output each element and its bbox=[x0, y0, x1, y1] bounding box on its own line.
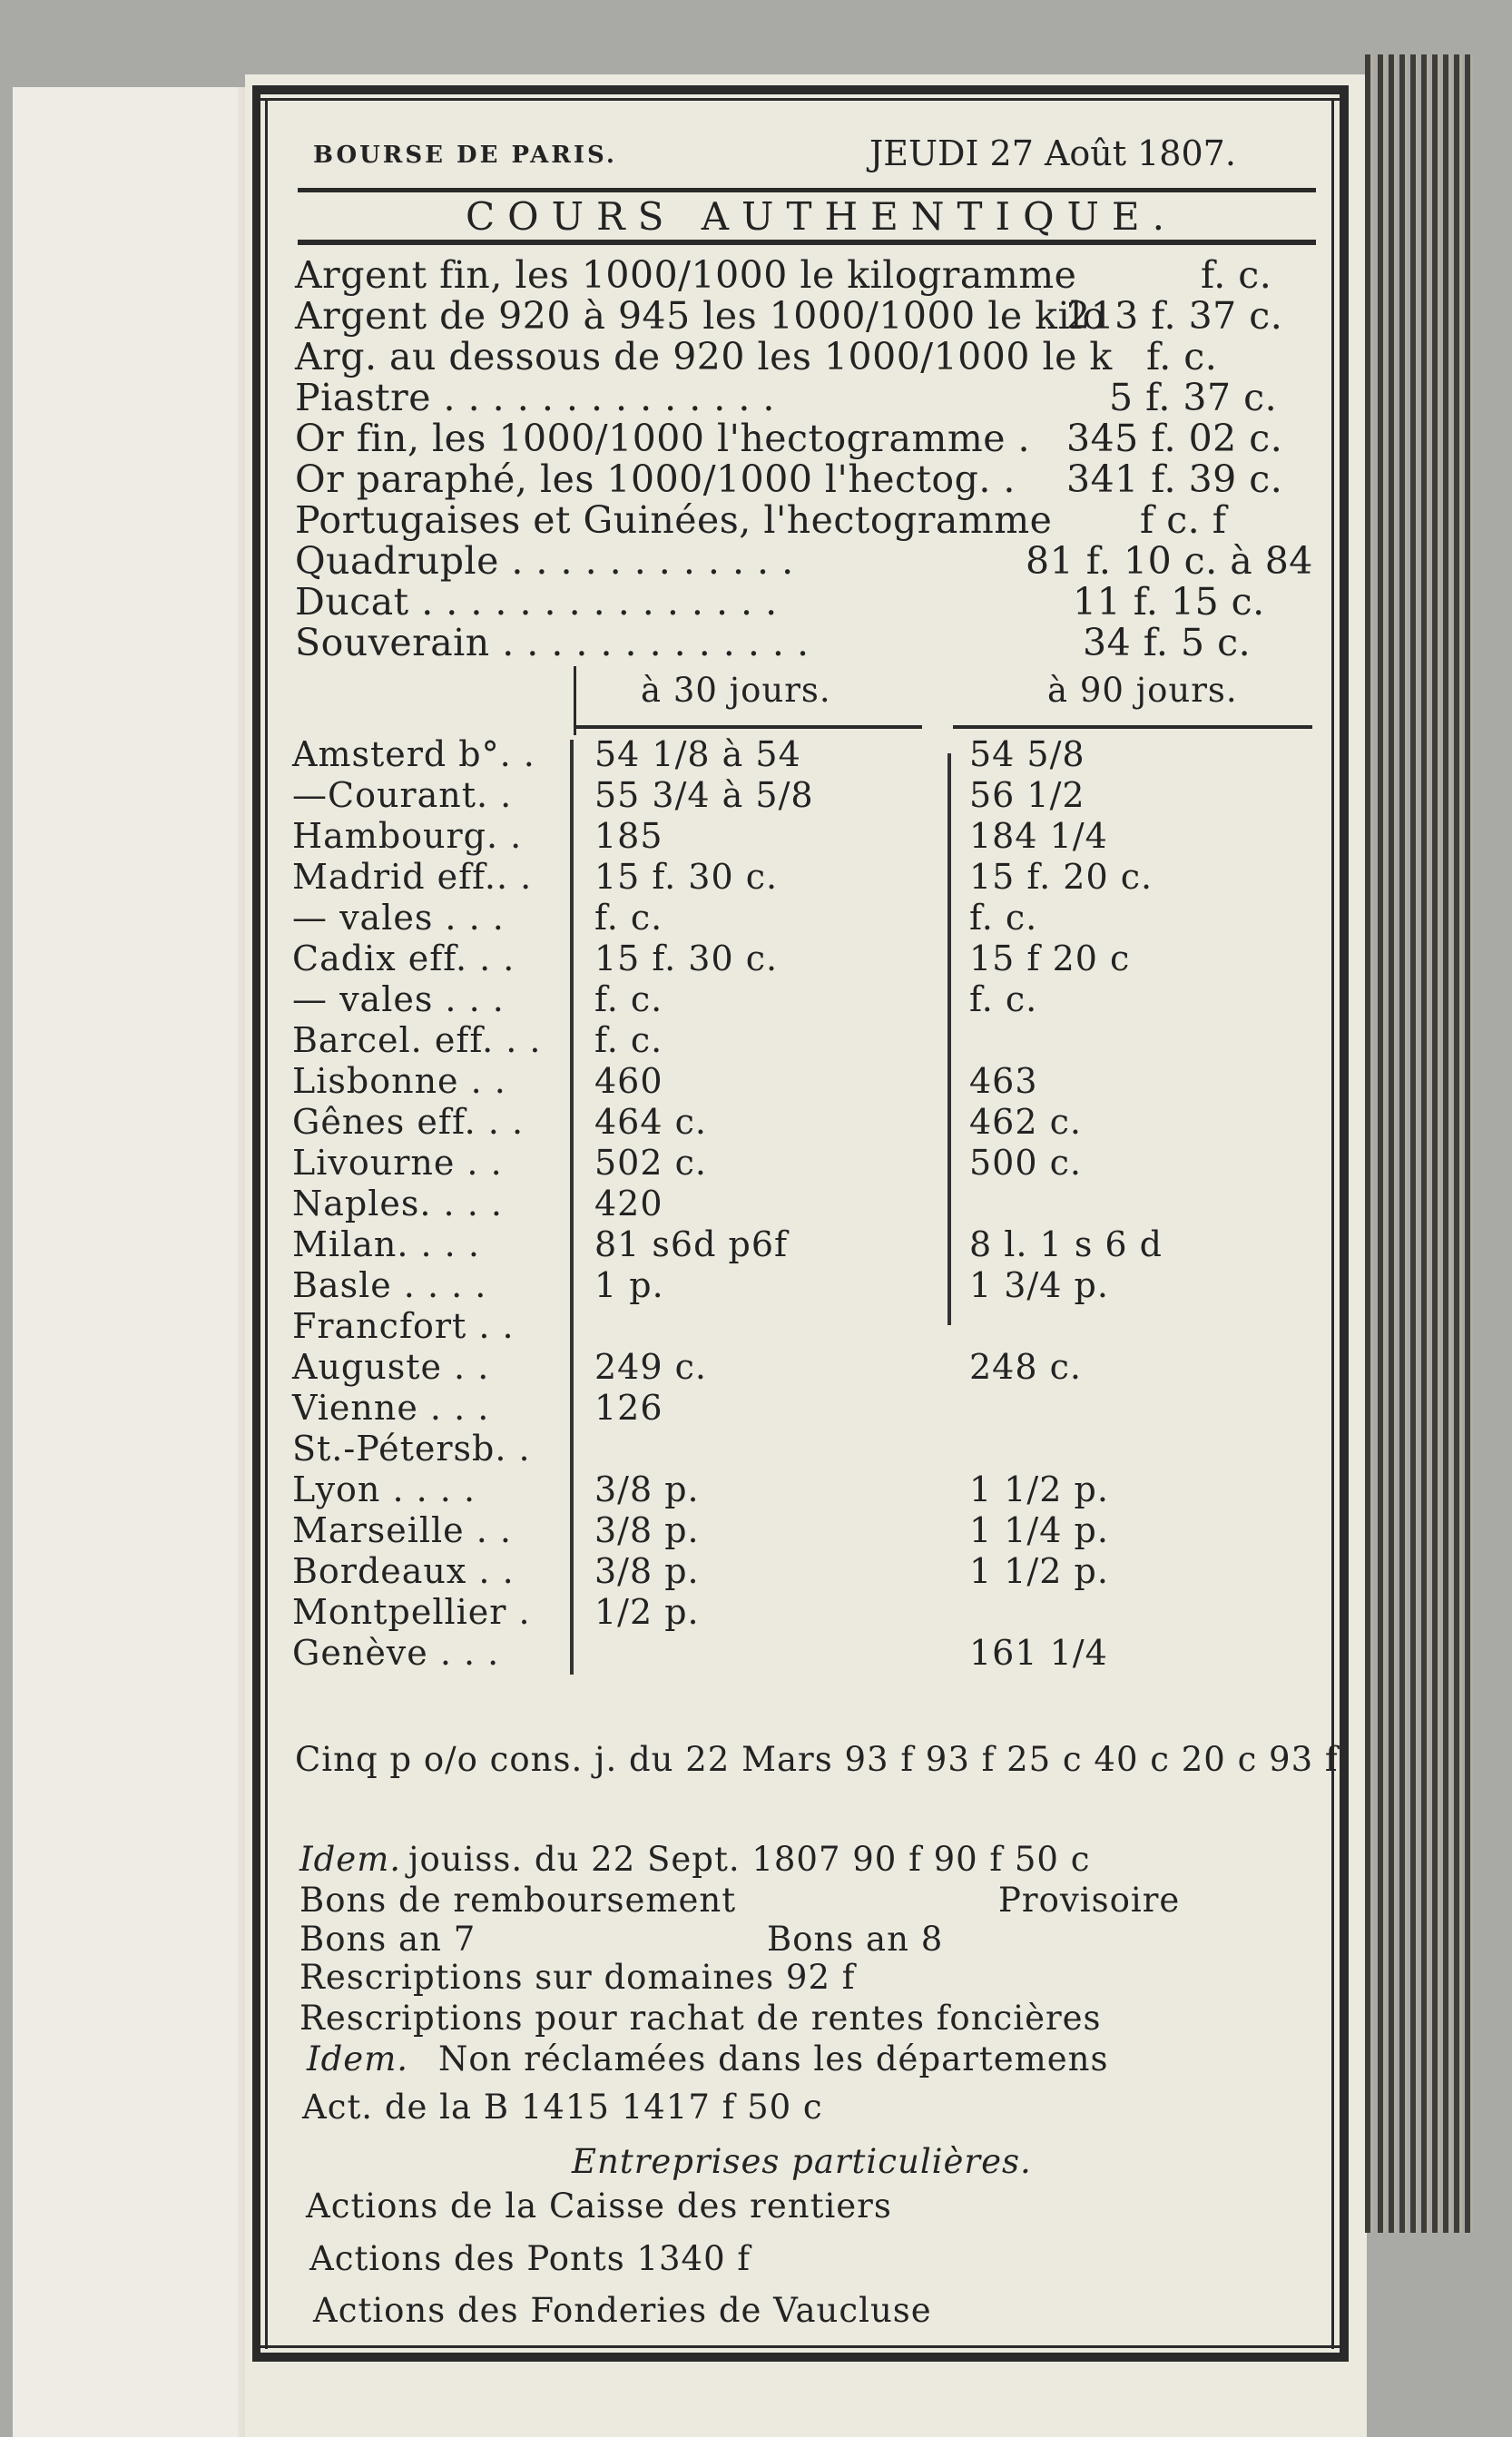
page-edge-sheet bbox=[1432, 54, 1440, 2233]
idem-jouissance: jouiss. du 22 Sept. 1807 90 f 90 f 50 c bbox=[408, 1840, 1091, 1879]
rule-under-col90 bbox=[953, 725, 1312, 729]
exchange-90-days: 15 f 20 c bbox=[969, 938, 1131, 978]
metal-value: 34 f. 5 c. bbox=[1083, 621, 1252, 664]
exchange-30-days: 185 bbox=[594, 816, 663, 856]
metal-label: Argent fin, les 1000/1000 le kilogramme bbox=[295, 253, 1077, 297]
exchange-90-days: 248 c. bbox=[969, 1347, 1082, 1387]
exchange-place: St.-Pétersb. . bbox=[292, 1429, 531, 1469]
metal-value: 5 f. 37 c. bbox=[1109, 376, 1278, 419]
exchange-90-days: 462 c. bbox=[969, 1102, 1082, 1142]
exchange-30-days: 464 c. bbox=[594, 1102, 707, 1142]
exchange-30-days: 420 bbox=[594, 1184, 663, 1223]
metal-value: f c. f bbox=[1140, 498, 1227, 542]
exchange-place: Bordeaux . . bbox=[292, 1551, 515, 1591]
metal-label: Or paraphé, les 1000/1000 l'hectog. . bbox=[295, 457, 1016, 501]
exchange-90-days: 161 1/4 bbox=[969, 1633, 1108, 1673]
actions-banque: Act. de la B 1415 1417 f 50 c bbox=[302, 2088, 823, 2127]
idem2-label: Idem. bbox=[307, 2039, 409, 2078]
frame-right-thin bbox=[1331, 98, 1334, 2349]
metal-value: f. c. bbox=[1146, 335, 1218, 378]
metal-label: Ducat . . . . . . . . . . . . . . . bbox=[295, 580, 778, 624]
exchange-place: Lisbonne . . bbox=[292, 1061, 506, 1101]
exchange-30-days: 3/8 p. bbox=[594, 1510, 700, 1550]
idem-label: Idem. bbox=[299, 1840, 402, 1879]
metal-label: Piastre . . . . . . . . . . . . . . bbox=[295, 376, 775, 419]
frame-left-thick bbox=[252, 85, 260, 2362]
exchange-90-days: 15 f. 20 c. bbox=[969, 857, 1154, 897]
header-date: JEUDI 27 Août 1807. bbox=[869, 133, 1236, 173]
exchange-place: Milan. . . . bbox=[292, 1224, 480, 1264]
exchange-30-days: 15 f. 30 c. bbox=[594, 857, 779, 897]
bons-remboursement: Bons de remboursement bbox=[299, 1881, 737, 1920]
col-header-30-days: à 30 jours. bbox=[641, 671, 831, 710]
exchange-90-days: 463 bbox=[969, 1061, 1038, 1101]
page-edge-sheet bbox=[1389, 54, 1397, 2233]
exchange-30-days: 15 f. 30 c. bbox=[594, 938, 779, 978]
exchange-place: Francfort . . bbox=[292, 1306, 515, 1346]
exchange-place: —Courant. . bbox=[292, 775, 513, 815]
exchange-30-days: 502 c. bbox=[594, 1143, 707, 1183]
col-header-90-days: à 90 jours. bbox=[1047, 671, 1238, 710]
metal-value: 81 f. 10 c. à 84 bbox=[1026, 539, 1313, 583]
page-edge-sheet bbox=[1365, 54, 1373, 2233]
frame-left-thin bbox=[265, 98, 268, 2349]
exchange-place: Montpellier . bbox=[292, 1592, 531, 1632]
exchange-30-days: 81 s6d p6f bbox=[594, 1224, 789, 1264]
exchange-30-days: f. c. bbox=[594, 979, 663, 1019]
exchange-90-days: 1 1/4 p. bbox=[969, 1510, 1109, 1550]
page-edge-sheet bbox=[1465, 54, 1473, 2233]
rescriptions-domaines: Rescriptions sur domaines 92 f bbox=[299, 1958, 856, 1997]
page-edge-sheet bbox=[1443, 54, 1451, 2233]
metal-label: Portugaises et Guinées, l'hectogramme bbox=[295, 498, 1053, 542]
metal-label: Quadruple . . . . . . . . . . . . bbox=[295, 539, 794, 583]
exchange-30-days: 55 3/4 à 5/8 bbox=[594, 775, 814, 815]
metal-value: 213 f. 37 c. bbox=[1066, 294, 1283, 338]
frame-bottom-thick bbox=[252, 2353, 1349, 2362]
exchange-place: — vales . . . bbox=[292, 898, 505, 938]
exchange-90-days: 1 3/4 p. bbox=[969, 1265, 1109, 1305]
page-edge-sheet bbox=[1399, 54, 1408, 2233]
exchange-30-days: 1 p. bbox=[594, 1265, 664, 1305]
exchange-90-days: 1 1/2 p. bbox=[969, 1551, 1109, 1591]
page-title: COURS AUTHENTIQUE. bbox=[466, 194, 1177, 239]
rule-under-title bbox=[298, 240, 1316, 245]
cinq-pour-cent: Cinq p o/o cons. j. du 22 Mars 93 f 93 f 25 c 40 c 20 c 93 f bbox=[295, 1740, 1339, 1779]
exchange-place: Vienne . . . bbox=[292, 1388, 490, 1428]
exchange-30-days: 126 bbox=[594, 1388, 663, 1428]
bons-an-8: Bons an 8 bbox=[767, 1920, 944, 1959]
exchange-90-days: 54 5/8 bbox=[969, 734, 1085, 774]
entreprises-heading: Entreprises particulières. bbox=[572, 2142, 1032, 2181]
frame-top-thick bbox=[252, 85, 1349, 94]
exchange-place: Gênes eff. . . bbox=[292, 1102, 525, 1142]
page-edge-sheet bbox=[1454, 54, 1462, 2233]
exchange-place: Livourne . . bbox=[292, 1143, 503, 1183]
exchange-90-days: 500 c. bbox=[969, 1143, 1082, 1183]
exchange-place: Amsterd b°. . bbox=[292, 734, 535, 774]
metal-label: Souverain . . . . . . . . . . . . . bbox=[295, 621, 810, 664]
exchange-place: Barcel. eff. . . bbox=[292, 1020, 542, 1060]
exchange-30-days: 3/8 p. bbox=[594, 1469, 700, 1509]
exchange-30-days: 1/2 p. bbox=[594, 1592, 700, 1632]
exchange-90-days: 184 1/4 bbox=[969, 816, 1108, 856]
header-bourse: BOURSE DE PARIS. bbox=[313, 142, 617, 169]
brace-right bbox=[947, 753, 951, 1325]
rule-under-header bbox=[298, 188, 1316, 192]
exchange-place: — vales . . . bbox=[292, 979, 505, 1019]
provisoire: Provisoire bbox=[998, 1881, 1181, 1920]
page-edge-sheet bbox=[1378, 54, 1386, 2233]
metal-label: Arg. au dessous de 920 les 1000/1000 le k bbox=[295, 335, 1113, 378]
exchange-90-days: 8 l. 1 s 6 d bbox=[969, 1224, 1163, 1264]
exchange-30-days: 460 bbox=[594, 1061, 663, 1101]
exchange-90-days: 1 1/2 p. bbox=[969, 1469, 1109, 1509]
non-reclamees: Non réclamées dans les départemens bbox=[438, 2039, 1109, 2078]
exchange-30-days: f. c. bbox=[594, 898, 663, 938]
exchange-place: Madrid eff.. . bbox=[292, 857, 533, 897]
exchange-90-days: f. c. bbox=[969, 898, 1038, 938]
actions-ponts: Actions des Ponts 1340 f bbox=[309, 2239, 751, 2278]
exchange-place: Lyon . . . . bbox=[292, 1469, 476, 1509]
metal-value: 11 f. 15 c. bbox=[1073, 580, 1265, 624]
exchange-place: Genève . . . bbox=[292, 1633, 500, 1673]
exchange-place: Marseille . . bbox=[292, 1510, 512, 1550]
exchange-30-days: f. c. bbox=[594, 1020, 663, 1060]
frame-right-thick bbox=[1340, 85, 1349, 2362]
rule-under-col30 bbox=[574, 725, 922, 729]
exchange-30-days: 3/8 p. bbox=[594, 1551, 700, 1591]
brace-left bbox=[570, 740, 574, 1675]
exchange-place: Auguste . . bbox=[292, 1347, 490, 1387]
metal-value: f. c. bbox=[1201, 253, 1272, 297]
bons-an-7: Bons an 7 bbox=[299, 1920, 476, 1959]
exchange-90-days: f. c. bbox=[969, 979, 1038, 1019]
page-edges bbox=[1361, 54, 1512, 2233]
exchange-90-days: 56 1/2 bbox=[969, 775, 1085, 815]
actions-caisse-rentiers: Actions de la Caisse des rentiers bbox=[306, 2186, 892, 2226]
metal-label: Or fin, les 1000/1000 l'hectogramme . bbox=[295, 417, 1031, 460]
exchange-place: Cadix eff. . . bbox=[292, 938, 515, 978]
frame-bottom-thin bbox=[252, 2345, 1349, 2348]
metal-value: 345 f. 02 c. bbox=[1066, 417, 1283, 460]
exchange-place: Basle . . . . bbox=[292, 1265, 487, 1305]
metal-value: 341 f. 39 c. bbox=[1066, 457, 1283, 501]
actions-fonderies: Actions des Fonderies de Vaucluse bbox=[313, 2291, 932, 2330]
rescriptions-rentes: Rescriptions pour rachat de rentes foncières bbox=[299, 1999, 1102, 2038]
exchange-30-days: 249 c. bbox=[594, 1347, 707, 1387]
left-blank-page bbox=[13, 87, 260, 2437]
page-edge-sheet bbox=[1421, 54, 1429, 2233]
frame-top-thin bbox=[252, 98, 1349, 101]
exchange-place: Hambourg. . bbox=[292, 816, 523, 856]
metal-label: Argent de 920 à 945 les 1000/1000 le kilo bbox=[295, 294, 1105, 338]
exchange-30-days: 54 1/8 à 54 bbox=[594, 734, 801, 774]
exchange-place: Naples. . . . bbox=[292, 1184, 503, 1223]
page-edge-sheet bbox=[1410, 54, 1419, 2233]
